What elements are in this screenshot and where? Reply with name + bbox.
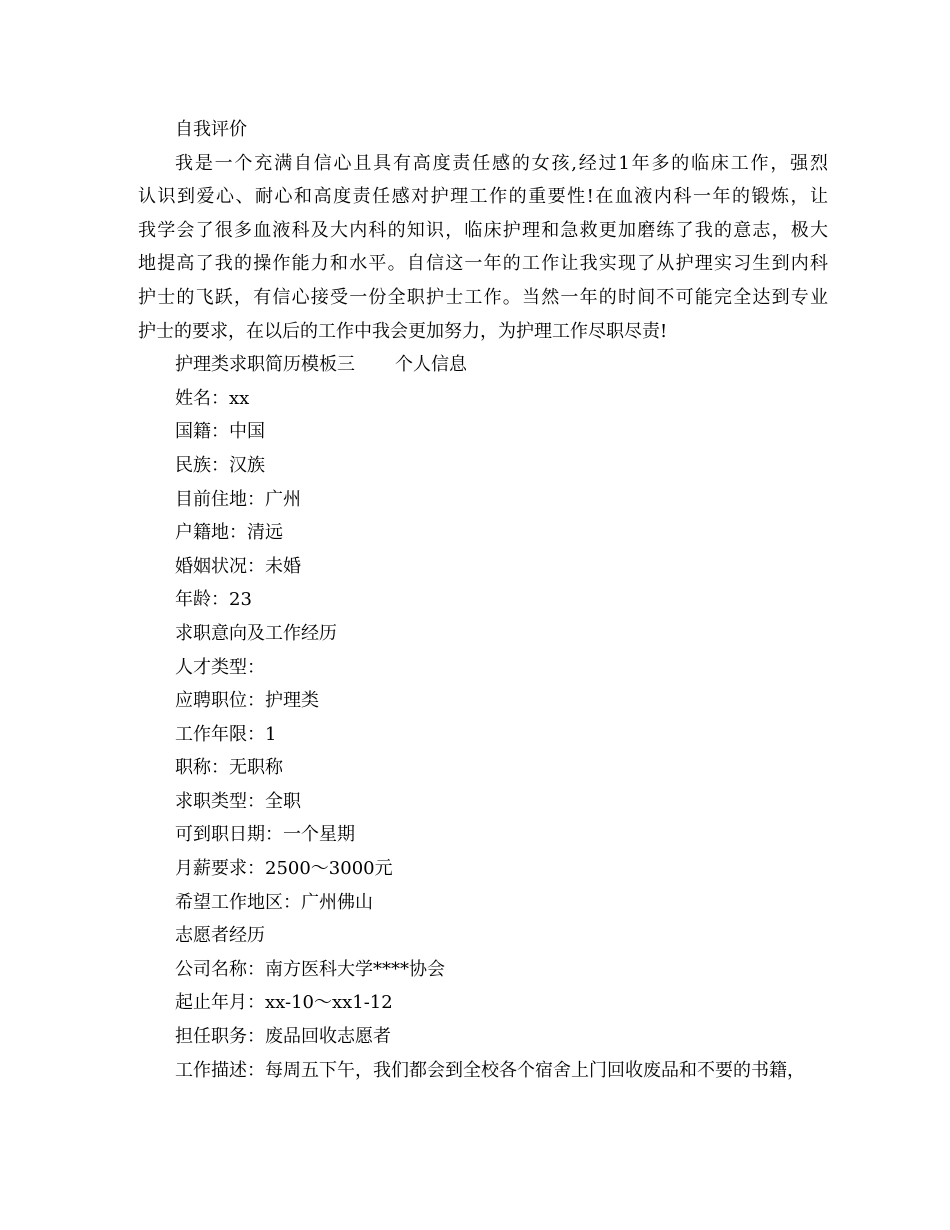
job-intent-start-date: 可到职日期：一个星期 (175, 824, 355, 846)
self-evaluation-line-4: 地提高了我的操作能力和水平。自信这一年的工作让我实现了从护理实习生到内科 (138, 253, 828, 275)
job-intent-location: 希望工作地区：广州佛山 (175, 891, 373, 913)
personal-info-ethnicity: 民族：汉族 (175, 454, 265, 476)
personal-info-nationality: 国籍：中国 (175, 421, 265, 443)
volunteer-period: 起止年月：xx-10～xx1-12 (175, 992, 393, 1014)
job-intent-title: 职称：无职称 (175, 757, 283, 779)
self-evaluation-heading: 自我评价 (175, 119, 247, 140)
self-evaluation-line-2: 认识到爱心、耐心和高度责任感对护理工作的重要性!在血液内科一年的锻炼，让 (138, 186, 828, 208)
job-intent-salary: 月薪要求：2500～3000元 (175, 858, 393, 880)
job-intent-position: 应聘职位：护理类 (175, 690, 319, 712)
template-title: 护理类求职简历模板三 (175, 354, 355, 376)
personal-info-age: 年龄：23 (175, 589, 252, 611)
volunteer-company: 公司名称：南方医科大学****协会 (175, 958, 445, 980)
volunteer-heading: 志愿者经历 (175, 925, 265, 947)
personal-info-marital-status: 婚姻状况：未婚 (175, 555, 301, 577)
job-intent-heading: 求职意向及工作经历 (175, 622, 337, 644)
document-body (138, 113, 828, 1087)
job-intent-job-type: 求职类型：全职 (175, 790, 301, 812)
job-intent-years: 工作年限：1 (175, 723, 277, 745)
personal-info-name: 姓名：xx (175, 387, 250, 409)
personal-info-heading: 个人信息 (395, 354, 467, 376)
self-evaluation-line-3: 我学会了很多血液科及大内科的知识，临床护理和急救更加磨练了我的意志，极大 (138, 219, 828, 241)
job-intent-talent-type: 人才类型： (175, 656, 265, 678)
template-title-line (138, 348, 828, 382)
personal-info-residence: 目前住地：广州 (175, 488, 301, 510)
volunteer-description: 工作描述：每周五下午，我们都会到全校各个宿舍上门回收废品和不要的书籍， (175, 1059, 805, 1081)
volunteer-role: 担任职务：废品回收志愿者 (175, 1026, 391, 1048)
personal-info-hukou: 户籍地：清远 (175, 522, 283, 544)
self-evaluation-line-1: 我是一个充满自信心且具有高度责任感的女孩,经过1年多的临床工作，强烈 (175, 152, 828, 174)
self-evaluation-line-6: 护士的要求，在以后的工作中我会更加努力，为护理工作尽职尽责! (138, 320, 668, 342)
self-evaluation-line-5: 护士的飞跃，有信心接受一份全职护士工作。当然一年的时间不可能完全达到专业 (138, 286, 828, 308)
